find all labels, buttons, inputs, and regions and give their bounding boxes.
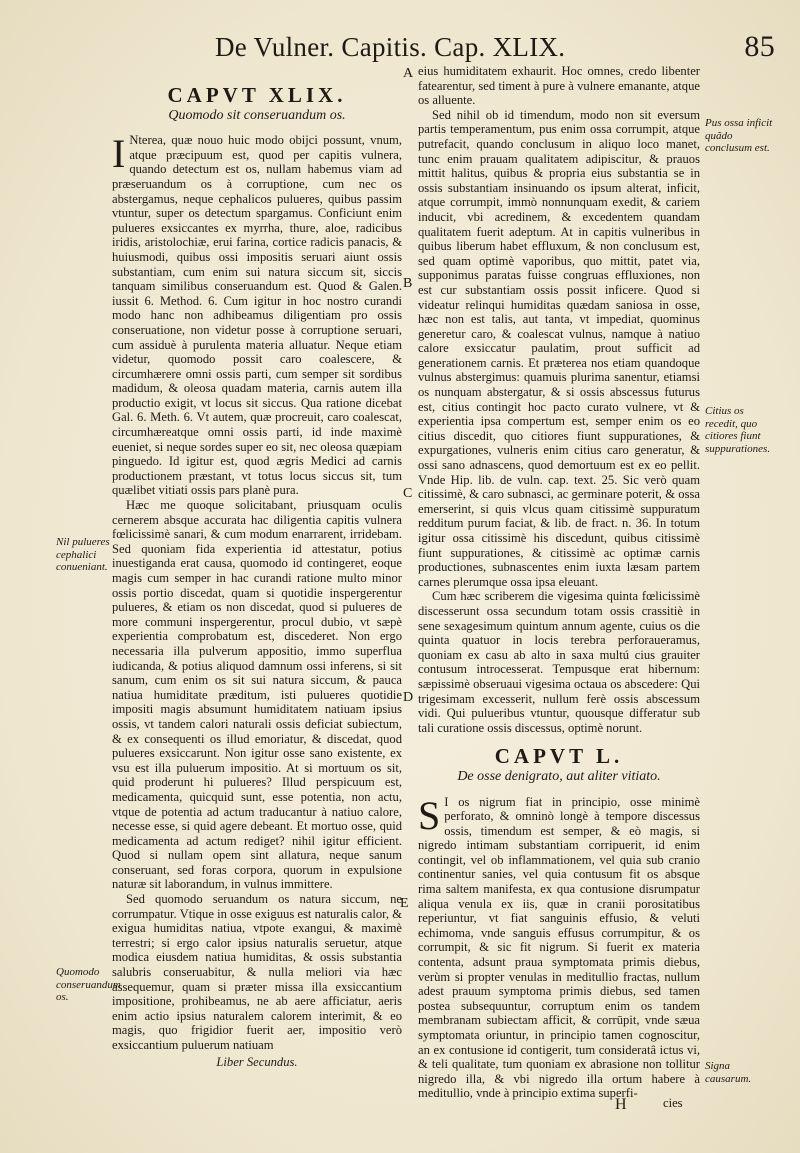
catchword: cies: [663, 1096, 683, 1110]
page-number: 85: [744, 30, 775, 63]
chapter-title: CAPVT L.: [494, 744, 624, 769]
section-letter-e: E: [400, 896, 409, 911]
signature-mark: H: [615, 1096, 627, 1113]
drop-capital: I: [112, 131, 126, 177]
paragraph: Sed quomodo seruandum os natura siccum, ne corrumpatur. Vtique in osse exiguus est naturalis calor, & exigua humiditas natiua, vtpote exangui, & maximè terrestri; si ergo calor ipsius naturalis seruetur, atque modica eiusdem natiua humiditas, & ossis substantia salubris conseruabitur, & nulla meliori via hæc assequemur, quam si præter missa illa exsiccantium impositione, prohibeamus, ne ab aere afficiatur, aeris enim actio ipsius naturalem calorem interimit, & eo magis, quo frigidior fuerit aer, impositio verò exsiccantium puluerum natiuam: [112, 892, 402, 1052]
margin-note: Nil pulueres cephalici conueniant.: [56, 536, 110, 573]
left-column: [112, 83, 402, 1069]
drop-capital: S: [418, 792, 441, 838]
page-header: [215, 32, 775, 68]
running-title: De Vulner. Capitis. Cap. XLIX.: [215, 32, 566, 62]
paragraph: Cum hæc scriberem die vigesima quinta fœlicissimè discesserunt ossa secundum totam ossis crassitiè in sene sexagesimum quintum annum agente, cuius os die quinta quatuor in locis terebra perforaueramus, quoniam ex casu ab alto in saxa multú cius grauiter contusum introcesserat. Tempusque erat hibernum: sæpissimè obseruaui vigesima octaua os abscedere: Qui trigesimam excesserit, nullum ferè ossis abscessum vidi. Qui pulueribus vtuntur, quousque differatur sub tali curatione ossis discessus, optimè norunt.: [418, 589, 700, 735]
paragraph-text: I os nigrum fiat in principio, osse minimè perforato, & omninò longè à tempore discessus ossis, timendum est semper, & eò magis, si nigredo intimam substantiam corripuerit, id enim contingit, vel ob inflammationem, vel quia sub cranio continentur sanies, vel quia contusum fit os absque rima saltem manifesta, ex qua contusione disrumpatur aliqua venula ex iis, quæ in cranii porositatibus reperiuntur, vt fiat sanguinis effusio, & veluti echimoma, vnde sanguis effusus corrumpitur, & os corrumpit, & sic fit nigrum. Si fuerit ex materia contenta, adsunt praua symptomata primis diebus, verùm si propter venulas in meditullio fractas, nullum adest prauum symptoma primis diebus, sed tamen postea subsequuntur, corruptum enim os tandem membranam subiectam afficit, & corrūpit, vnde sæua symptomata oriuntur, in principio tamen cognoscitur, an ex contusione id contigerit, tum consideratâ ictus vi, & teli qualitate, tum quoniam ex abrasione non tollitur nigredo illa, & vbi nigredo illa ortum habere à meditullio, vnde à principio extima superfi-: [418, 794, 700, 1101]
signature-line: Liber Secundus.: [216, 1054, 298, 1069]
margin-note: Pus ossa inficit quãdo conclusum est.: [705, 117, 773, 154]
paragraph: Sed nihil ob id timendum, modo non sit eversum partis temperamentum, pus enim ossa corrumpit, atque putrefacit, quando conclusum in aliquo loco manet, tunc enim prauam qualitatem adipiscitur, & prauos mittit halitus, quibus & propria eius substantia se in ossis substantiam insinuando os ipsum alterat, inficit, atque corrumpit, immò nonnunquam exedit, & cariem inducit, vbi acredinem, & excedentem quandam qualitatem fuerit adeptum. At in capitis vulneribus in quibus liberum habet effluxum, & non conclusum est, sed quam optimè vaporibus, quo mittit, patet via, supponimus paratas fuisse congruas effluxiones, non est cur substantiam ossis possit inficere. Quod si videatur relinqui humiditas quædam saniosa in osse, hæc non est talis, aut tanta, vt impediat, quominus generetur caro, & coalescat vulnus, namque à natiuo calore exsiccatur paulatim, prout sufficit ad generationem carnis. Et præterea nos etiam quandoque vulnus abstergimus: quamuis plurima sanentur, etiamsi os nunquam abstergatur, & si ossis abscessus futurus est, citius contingit hoc pacto curato vulnere, vt & experientia ipsa compertum est, semper enim os eo citius discedit, quo citiores fiunt suppurationes, & expurgationes, vulneris enim citius caro generatur, & ossi sano adnascens, quod demortuum est ex eo pellit. Vnde Hip. lib. de vuln. cap. text. 25. Sic verò quam citissimè, & caro subnasci, ac germinare poterit, & ossa emerserint, si quis vlcus quam citissimè suppuratum redditum purum faciat, & lib. de fract. n. 36. In totum igitur ossa citissimè his discedunt, quibus citissimè fiunt suppurationes, & citissimè ac optimæ carnis productiones, subnascentes enim iuxta læsam partem carnes plerumque ossa ipsa eleuant.: [418, 107, 700, 589]
paragraph: Hæc me quoque solicitabant, priusquam oculis cernerem absque accurata hac diligentia capitis vulnera fœlicissimè sanari, & cum modum enarrarent, irridebam. Sed quoniam fida experientia id attestatur, potius inuestiganda erat causa, quomodo id contingeret, eoque magis cum semper in hac curandi ratione multo minor ossis portio discedat, quam si quotidie inspergerentur pulueres, & etiam os non discedat, quod si pulueres de more communi inspergerentur, procul dubio, vt sæpè experientia comprobatum est, discederet. Non ergo necessaria illa pulverum appositio, immo superflua iudicanda, & potius aliquod damnum ossi inferens, si sit sanum, cum enim os sit sui natura siccum, & pauca natiua humiditate præditum, isti pulueres quotidie impositi magis absumunt humiditatem natiuam ipsius ossis, vt tandem calori naturali ossis deficiat subiectum, & ex consequenti os illud emoriatur, & discedat, quod pulueres exsiccarunt. Non igitur osse sano existente, ex vsu est illa puluerum impositio. At si mortuum os sit, quid proderunt hi pulueres? Illud perspicuum est, medicamenta, quicquid sunt, esse potentia, non actu, vtque de potentia ad actum traducantur à natiuo calore, necesse esse, si quid agere debeant. Et mortuo osse, quid medicamenta ad actum rediget? nihil igitur efficient. Quod si nullam opem sint allatura, neque sanum conseruant, sed foras corpora, quorum in expulsione naturæ sit laborandum, in vulnus immittere.: [112, 498, 402, 892]
margin-note: Signa causarum.: [705, 1060, 752, 1085]
paragraph: [112, 133, 402, 498]
chapter-subtitle: Quomodo sit conseruandum os.: [168, 107, 346, 123]
paragraph: eius humiditatem exhaurit. Hoc omnes, credo libenter fatearentur, sed timent à pure à vulnere emanante, atque os alluente.: [418, 64, 700, 108]
chapter-title: CAPVT XLIX.: [167, 83, 347, 107]
paragraph-text: Nterea, quæ nouo huic modo obijci possunt, vnum, atque præcipuum est, quod per capitis vulnera, quando detectum est os, nullam habemus viam ad præseruandum os à corruptione, cum nec os abstergamus, neque cephalicos pulueres, quibus passim vtuntur, super os detectum spargamus. Conficiunt enim pulueres exsiccantes ex myrrha, thure, aloe, radicibus iridis, aristolochiæ, erui farina, cortice radicis panacis, & huiusmodi, quibus ossi impositis seruari aiunt ossis substantiam, cum enim sui natura siccum sit, siccis tanquam similibus conseruandum est. Quod & Galen. iussit 6. Method. 6. Cum igitur in hoc nostro curandi modo hanc non adhibeamus diligentiam pro ossis conseruatione, non videtur posse à corruptione seruari, cum assiduè à purulenta materia alluatur. Neque etiam videtur, quomodo possit caro coalescere, & circumhærere omni ossis parti, cum semper sit sordibus madidum, & oleosa quadam materia, carnis autem illa productio exigit, vt locus sit siccus. Qua ratione dicebat Gal. 6. Meth. 6. Vt autem, quæ procreuit, caro coalescat, circumhæreatque omni ossis parti, id inde maximè eueniet, si neque sordes super eo sit, nec oleosa quæpiam pinguedo. Id igitur est, quod ægris Medici ad carnis productionem præstant, vt totus locus siccus sit, tum quælibet vitiati ossis pars planè pura.: [112, 133, 402, 498]
section-letter-a: A: [403, 66, 414, 81]
section-letter-b: B: [403, 276, 413, 291]
chapter-subtitle: De osse denigrato, aut aliter vitiato.: [457, 768, 661, 784]
paragraph: [418, 792, 700, 1101]
section-letter-d: D: [403, 690, 414, 705]
margin-note: Quomodo conseruandum os.: [56, 966, 121, 1003]
right-column: [418, 64, 700, 1101]
margin-note: Citius os recedit, quo citiores fiunt suppurationes.: [705, 405, 771, 455]
section-letter-c: C: [403, 486, 413, 501]
